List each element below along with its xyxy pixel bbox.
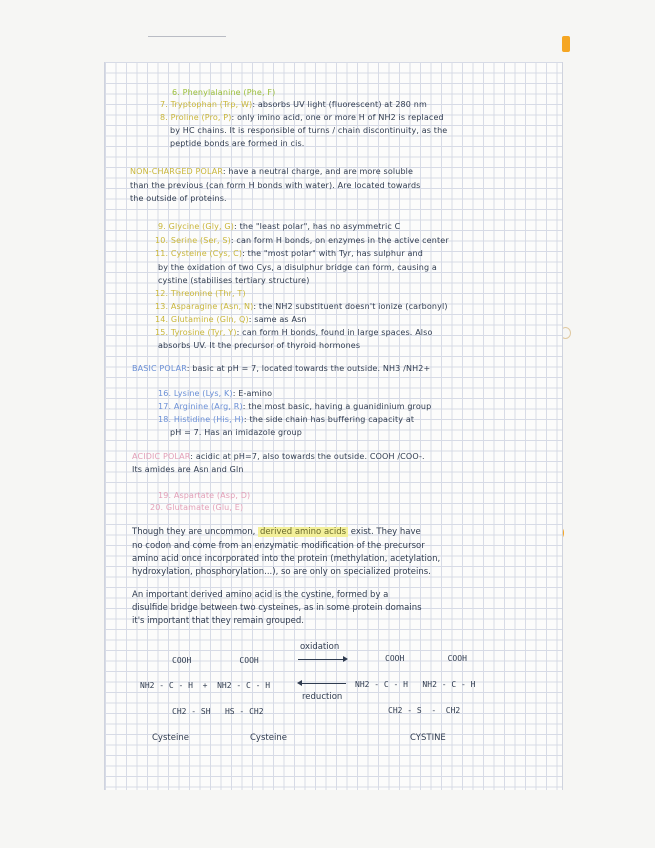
list-item: 16. Lysine (Lys, K): E-amino: [158, 389, 273, 398]
left-sidechain-row: CH2 - SH HS - CH2: [172, 707, 264, 716]
cysteine-label-2: Cysteine: [250, 733, 287, 743]
paragraph-line: Though they are uncommon, derived amino acids exist. They have: [132, 527, 421, 537]
list-item: 18. Histidine (His, H): the side chain has buffering capacity at: [158, 415, 415, 424]
section-heading: NON-CHARGED POLAR: have a neutral charge, and are more soluble: [130, 167, 414, 176]
list-item: absorbs UV. It the precursor of thyroid hormones: [158, 341, 361, 350]
list-item: 17. Arginine (Arg, R): the most basic, having a guanidinium group: [158, 402, 432, 411]
list-item: 15. Tyrosine (Tyr, Y): can form H bonds, found in large spaces. Also: [155, 328, 433, 337]
reduction-arrow: [300, 683, 346, 684]
list-item: 12. Threonine (Thr, T): [155, 289, 246, 298]
list-item: 9. Glycine (Gly, G): the "least polar", has no asymmetric C: [158, 222, 401, 231]
paragraph-line: it's important that they remain grouped.: [132, 616, 304, 626]
list-item: 10. Serine (Ser, S): can form H bonds, on enzymes in the active center: [155, 236, 449, 245]
oxidation-arrowhead-icon: [343, 656, 348, 662]
top-rule: [148, 36, 226, 37]
list-item: 8. Proline (Pro, P): only imino acid, one or more H of NH2 is replaced: [160, 113, 444, 122]
paragraph-line: disulfide bridge between two cysteines, as in some protein domains: [132, 603, 422, 613]
cysteine-label-1: Cysteine: [152, 733, 189, 743]
cystine-label: CYSTINE: [410, 733, 446, 743]
paragraph-line: hydroxylation, phosphorylation...), so are only on specialized proteins.: [132, 567, 431, 577]
left-backbone-row: NH2 - C - H + NH2 - C - H: [140, 681, 271, 690]
section-heading: BASIC POLAR: basic at pH = 7, located towards the outside. NH3 /NH2+: [132, 364, 431, 373]
list-item: by HC chains. It is responsible of turns / chain discontinuity, as the: [170, 126, 448, 135]
reduction-label: reduction: [302, 692, 343, 702]
left-cooh-row: COOH COOH: [172, 656, 259, 665]
paragraph-line: the outside of proteins.: [130, 194, 227, 203]
paragraph-line: amino acid once incorporated into the protein (methylation, acetylation,: [132, 554, 441, 564]
page-tab-marker: [562, 36, 570, 52]
paragraph-line: An important derived amino acid is the cystine, formed by a: [132, 590, 389, 600]
oxidation-arrow: [298, 659, 346, 660]
list-item: by the oxidation of two Cys, a disulphur bridge can form, causing a: [158, 263, 437, 272]
paragraph-line: Its amides are Asn and Gln: [132, 465, 244, 474]
list-item: pH = 7. Has an imidazole group: [170, 428, 302, 437]
paragraph-line: no codon and come from an enzymatic modification of the precursor: [132, 541, 425, 551]
reduction-arrowhead-icon: [297, 680, 302, 686]
list-item: 20. Glutamate (Glu, E): [150, 503, 244, 512]
highlight: derived amino acids: [259, 527, 347, 537]
list-item: 6. Phenylalanine (Phe, F): [172, 88, 276, 97]
list-item: 14. Glutamine (Gln, Q): same as Asn: [155, 315, 307, 324]
list-item: peptide bonds are formed in cis.: [170, 139, 305, 148]
list-item: 19. Aspartate (Asp, D): [158, 491, 251, 500]
right-sidechain-row: CH2 - S - CH2: [388, 706, 461, 715]
paragraph-line: than the previous (can form H bonds with water). Are located towards: [130, 181, 421, 190]
list-item: 7. Tryptophan (Trp, W): absorbs UV light (fluorescent) at 280 nm: [160, 100, 427, 109]
list-item: cystine (stabilises tertiary structure): [158, 276, 310, 285]
list-item: 13. Asparagine (Asn, N): the NH2 substituent doesn't ionize (carbonyl): [155, 302, 448, 311]
list-item: 11. Cysteine (Cys, C): the "most polar" with Tyr, has sulphur and: [155, 249, 423, 258]
section-heading: ACIDIC POLAR: acidic at pH=7, also towards the outside. COOH /COO-.: [132, 452, 425, 461]
right-backbone-row: NH2 - C - H NH2 - C - H: [355, 680, 476, 689]
right-cooh-row: COOH COOH: [385, 654, 467, 663]
oxidation-label: oxidation: [300, 642, 340, 652]
